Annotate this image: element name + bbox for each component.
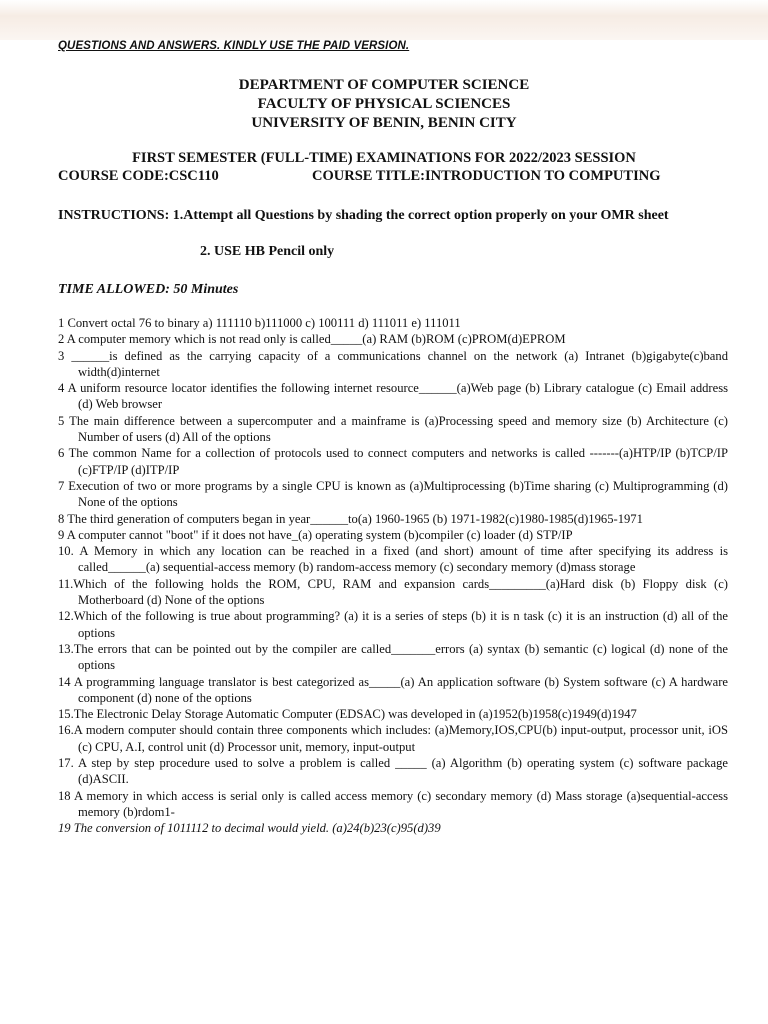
question-item: 13.The errors that can be pointed out by the compiler are called_______errors (a) syntax (b) semantic (c) logical (d) none of the options [58,641,728,673]
course-title: COURSE TITLE:INTRODUCTION TO COMPUTING [312,168,661,184]
question-item: 14 A programming language translator is best categorized as_____(a) An application software (b) System software (c) A hardware component (d) none of the options [58,674,728,705]
paid-version-notice: QUESTIONS AND ANSWERS. KINDLY USE THE PAID VERSION. [58,40,410,52]
department-line: DEPARTMENT OF COMPUTER SCIENCE [238,77,530,93]
question-item: 18 A memory in which access is serial only is called access memory (c) secondary memory (d) Mass storage (a)sequential-access memory (b)rdom1- [58,788,728,819]
question-item: 9 A computer cannot "boot" if it does not have_(a) operating system (b)compiler (c) loader (d) STP/IP [58,527,573,542]
faculty-line: FACULTY OF PHYSICAL SCIENCES [257,96,511,112]
question-item: 6 The common Name for a collection of protocols used to connect computers and networks is called -------(a)HTP/IP (b)TCP/IP (c)FTP/IP (d)ITP/IP [58,446,728,477]
question-item: 3 ______is defined as the carrying capacity of a communications channel on the network (a) Intranet (b)gigabyte(c)band width(d)internet [58,348,728,379]
question-list [58,315,728,837]
question-item: 4 A uniform resource locator identifies the following internet resource______(a)Web page (b) Library catalogue (c) Email address (d) Web browser [58,381,728,412]
time-allowed: TIME ALLOWED: 50 Minutes [58,282,239,297]
question-item: 1 Convert octal 76 to binary a) 111110 b)111000 c) 100111 d) 111011 e) 111011 [58,316,461,330]
question-item: 7 Execution of two or more programs by a single CPU is known as (a)Multiprocessing (b)Time sharing (c) Multiprogramming (d) None of the options [58,478,728,510]
question-item: 8 The third generation of computers began in year______to(a) 1960-1965 (b) 1971-1982(c)1980-1985(d)1965-1971 [58,511,643,526]
instructions-line-2: 2. USE HB Pencil only [200,244,335,259]
question-item: 16.A modern computer should contain three components which includes: (a)Memory,IOS,CPU(b) input-output, processor unit, iOS (c) CPU, A.I, control unit (d) Processor unit, memory, input-output [58,723,728,754]
question-item: 2 A computer memory which is not read only is called_____(a) RAM (b)ROM (c)PROM(d)EPROM [58,332,566,347]
exam-title: FIRST SEMESTER (FULL-TIME) EXAMINATIONS FOR 2022/2023 SESSION [132,150,636,166]
question-item: 10. A Memory in which any location can be reached in a fixed (and short) amount of time after specifying its address is called______(a) sequential-access memory (b) random-access memory (c) secondary memory (d)mass storage [58,544,728,575]
question-item: 17. A step by step procedure used to solve a problem is called _____ (a) Algorithm (b) operating system (c) software package (d)ASCII. [58,756,728,787]
question-item: 15.The Electronic Delay Storage Automatic Computer (EDSAC) was developed in (a)1952(b)1958(c)1949(d)1947 [58,707,637,722]
question-item: 19 The conversion of 1011112 to decimal would yield. (a)24(b)23(c)95(d)39 [58,821,441,836]
question-item: 12.Which of the following is true about programming? (a) it is a series of steps (b) it is n task (c) it is an instruction (d) all of the options [58,609,728,640]
university-line: UNIVERSITY OF BENIN, BENIN CITY [251,115,517,131]
course-row [58,168,728,185]
course-code: COURSE CODE:CSC110 [58,168,219,184]
instructions-line-1: INSTRUCTIONS: 1.Attempt all Questions by shading the correct option properly on your OMR sheet [58,208,669,223]
question-item: 11.Which of the following holds the ROM, CPU, RAM and expansion cards_________(a)Hard disk (b) Floppy disk (c) Motherboard (d) None of the options [58,576,728,608]
question-item: 5 The main difference between a supercomputer and a mainframe is (a)Processing speed and memory size (b) Architecture (c) Number of users (d) All of the options [58,413,728,445]
institution-header [0,76,768,133]
